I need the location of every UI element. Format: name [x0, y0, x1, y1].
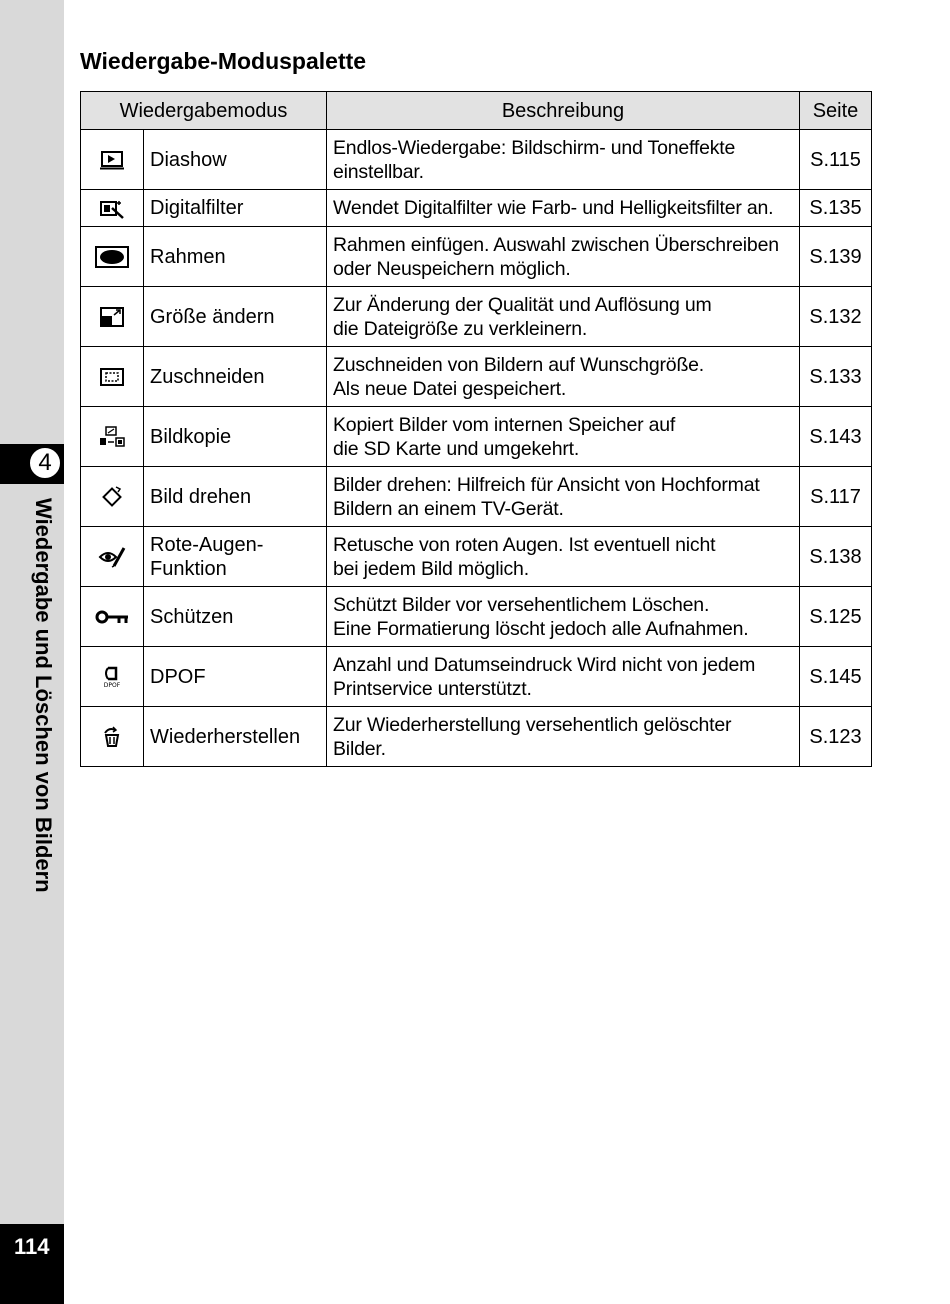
table-row — [81, 587, 872, 647]
table-row — [81, 527, 872, 587]
resize-icon — [100, 307, 124, 327]
chapter-number: 4 — [28, 446, 62, 480]
mode-name: Rahmen — [144, 227, 327, 287]
mode-name: Zuschneiden — [144, 347, 327, 407]
mode-description: Retusche von roten Augen. Ist eventuell nicht bei jedem Bild möglich. — [327, 527, 800, 587]
mode-icon-cell — [81, 587, 144, 647]
mode-icon-cell — [81, 527, 144, 587]
red-eye-icon — [98, 546, 126, 568]
mode-icon-cell — [81, 287, 144, 347]
frame-icon — [95, 246, 129, 268]
table-row — [81, 130, 872, 190]
mode-icon-cell — [81, 347, 144, 407]
mode-icon-cell — [81, 190, 144, 227]
page-reference: S.123 — [800, 707, 872, 767]
mode-description: Zuschneiden von Bildern auf Wunschgröße. Als neue Datei gespeichert. — [327, 347, 800, 407]
page-reference: S.132 — [800, 287, 872, 347]
mode-name: Diashow — [144, 130, 327, 190]
svg-text:DPOF: DPOF — [103, 681, 121, 689]
table-row — [81, 227, 872, 287]
recover-icon — [101, 726, 123, 748]
mode-icon-cell — [81, 227, 144, 287]
mode-icon-cell — [81, 130, 144, 190]
chapter-title: Wiedergabe und Löschen von Bildern — [31, 498, 56, 893]
mode-description: Rahmen einfügen. Auswahl zwischen Überschreiben oder Neuspeichern möglich. — [327, 227, 800, 287]
mode-description: Anzahl und Datumseindruck Wird nicht von jedem Printservice unterstützt. — [327, 647, 800, 707]
mode-description: Zur Wiederherstellung versehentlich gelöschter Bilder. — [327, 707, 800, 767]
table-row — [81, 287, 872, 347]
mode-name: Bild drehen — [144, 467, 327, 527]
table-row — [81, 707, 872, 767]
mode-description: Wendet Digitalfilter wie Farb- und Helligkeitsfilter an. — [327, 190, 800, 227]
header-description: Beschreibung — [327, 92, 800, 130]
header-page: Seite — [800, 92, 872, 130]
crop-icon — [100, 368, 124, 386]
page-reference: S.125 — [800, 587, 872, 647]
page-reference: S.135 — [800, 190, 872, 227]
page-reference: S.115 — [800, 130, 872, 190]
table-row — [81, 190, 872, 227]
dpof-icon — [101, 665, 123, 689]
rotate-icon — [101, 486, 123, 508]
table-row — [81, 467, 872, 527]
table-row — [81, 647, 872, 707]
mode-icon-cell — [81, 467, 144, 527]
table-header-row — [81, 92, 872, 130]
playback-mode-table — [80, 91, 872, 767]
mode-name: Rote-Augen- Funktion — [144, 527, 327, 587]
page-reference: S.145 — [800, 647, 872, 707]
slideshow-icon — [99, 150, 125, 170]
mode-name: Digitalfilter — [144, 190, 327, 227]
page-reference: S.139 — [800, 227, 872, 287]
mode-icon-cell — [81, 647, 144, 707]
page-reference: S.133 — [800, 347, 872, 407]
mode-name: Wiederherstellen — [144, 707, 327, 767]
page-reference: S.143 — [800, 407, 872, 467]
mode-icon-cell — [81, 407, 144, 467]
page-reference: S.138 — [800, 527, 872, 587]
mode-icon-cell — [81, 707, 144, 767]
mode-name: DPOF — [144, 647, 327, 707]
mode-name: Bildkopie — [144, 407, 327, 467]
mode-name: Größe ändern — [144, 287, 327, 347]
mode-description: Bilder drehen: Hilfreich für Ansicht von Hochformat Bildern an einem TV-Gerät. — [327, 467, 800, 527]
page-title: Wiedergabe-Moduspalette — [80, 48, 367, 74]
mode-description: Kopiert Bilder vom internen Speicher auf die SD Karte und umgekehrt. — [327, 407, 800, 467]
mode-description: Zur Änderung der Qualität und Auflösung um die Dateigröße zu verkleinern. — [327, 287, 800, 347]
table-row — [81, 347, 872, 407]
digital-filter-icon — [99, 199, 125, 219]
header-mode: Wiedergabemodus — [81, 92, 327, 130]
mode-description: Endlos-Wiedergabe: Bildschirm- und Toneffekte einstellbar. — [327, 130, 800, 190]
mode-description: Schützt Bilder vor versehentlichem Löschen. Eine Formatierung löscht jedoch alle Aufnahmen. — [327, 587, 800, 647]
page-reference: S.117 — [800, 467, 872, 527]
image-copy-icon — [99, 426, 125, 448]
mode-name: Schützen — [144, 587, 327, 647]
table-row — [81, 407, 872, 467]
protect-key-icon — [95, 609, 129, 625]
page-number: 114 — [14, 1234, 50, 1259]
